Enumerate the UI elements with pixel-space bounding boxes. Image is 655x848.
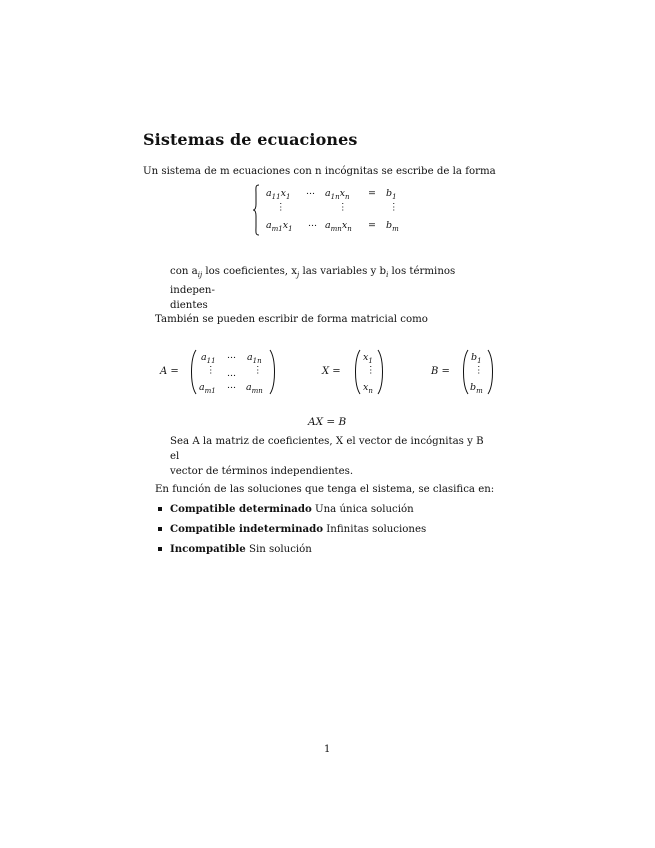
left-paren-icon — [189, 349, 197, 395]
x1: $x_1$ — [363, 352, 373, 365]
bm: $b_m$ — [470, 382, 483, 395]
vdots: ⋮ — [253, 365, 263, 376]
list-item: Incompatible Sin solución — [155, 542, 426, 562]
vdots: ⋮ — [276, 202, 286, 213]
vdots: ⋮ — [389, 202, 399, 213]
note-line-1: con $a_{ij}$ los coeficientes, $x_j$ las variables y $b_i$ los términos indepen- — [170, 266, 456, 297]
vdots: ⋮ — [338, 202, 348, 213]
note-paragraph — [170, 264, 490, 313]
list-item: Compatible determinado Una única solución — [155, 502, 426, 522]
am1: $a_{m1}$ — [199, 382, 216, 395]
bullet-icon — [158, 547, 162, 551]
vdots: ⋮ — [474, 365, 484, 376]
term-a1nxn: $a_{1n}x_n$ — [325, 188, 350, 201]
matrix-b-label: B = — [431, 366, 450, 377]
explain-line-1: Sea A la matriz de coeficientes, X el vector de incógnitas y B el — [170, 436, 484, 462]
classification-list — [155, 502, 426, 562]
left-brace-icon — [252, 184, 260, 236]
vdots: ⋮ — [206, 365, 216, 376]
a11: $a_{11}$ — [201, 352, 216, 365]
a1n: $a_{1n}$ — [247, 352, 262, 365]
explanation-paragraph — [170, 434, 490, 479]
right-paren-icon — [269, 349, 277, 395]
term-amnxn: $a_{mn}x_n$ — [325, 220, 352, 233]
term-am1x1: $a_{m1}x_1$ — [266, 220, 293, 233]
equals-sign: = — [368, 188, 376, 199]
left-paren-icon — [461, 349, 469, 395]
matrix-intro: También se pueden escribir de forma matricial como — [155, 314, 428, 325]
amn: $a_{mn}$ — [246, 382, 263, 395]
list-item: Compatible indeterminado Infinitas soluciones — [155, 522, 426, 542]
note-line-2: dientes — [170, 300, 208, 312]
section-heading: Sistemas de ecuaciones — [143, 130, 358, 149]
equation-system — [252, 184, 402, 238]
matrix-x-label: X = — [322, 366, 341, 377]
page-number: 1 — [324, 744, 331, 755]
explain-line-2: vector de términos independientes. — [170, 466, 354, 477]
term-a11x1: $a_{11}x_1$ — [266, 188, 291, 201]
classification-intro: En función de las soluciones que tenga el sistema, se clasifica en: — [155, 484, 495, 495]
matrix-b — [461, 349, 495, 395]
intro-paragraph: Un sistema de m ecuaciones con n incógnitas se escribe de la forma — [143, 166, 496, 177]
bullet-icon — [158, 527, 162, 531]
vdots: ⋮ — [366, 365, 376, 376]
b1: $b_1$ — [471, 352, 482, 365]
ellipsis: ... — [306, 186, 316, 197]
matrix-a-label: A = — [160, 366, 179, 377]
equals-sign: = — [368, 220, 376, 231]
ellipsis: ... — [227, 368, 237, 379]
ellipsis: ... — [308, 218, 318, 229]
right-paren-icon — [377, 349, 385, 395]
matrix-a — [189, 349, 279, 395]
right-paren-icon — [487, 349, 495, 395]
bullet-icon — [158, 507, 162, 511]
term-bm: $b_m$ — [386, 220, 399, 233]
term-b1: $b_1$ — [386, 188, 397, 201]
ellipsis: ... — [227, 350, 237, 361]
ellipsis: ... — [227, 380, 237, 391]
matrix-x — [353, 349, 385, 395]
left-paren-icon — [353, 349, 361, 395]
matrix-equation: AX = B — [308, 416, 347, 428]
xn: $x_n$ — [363, 382, 373, 395]
